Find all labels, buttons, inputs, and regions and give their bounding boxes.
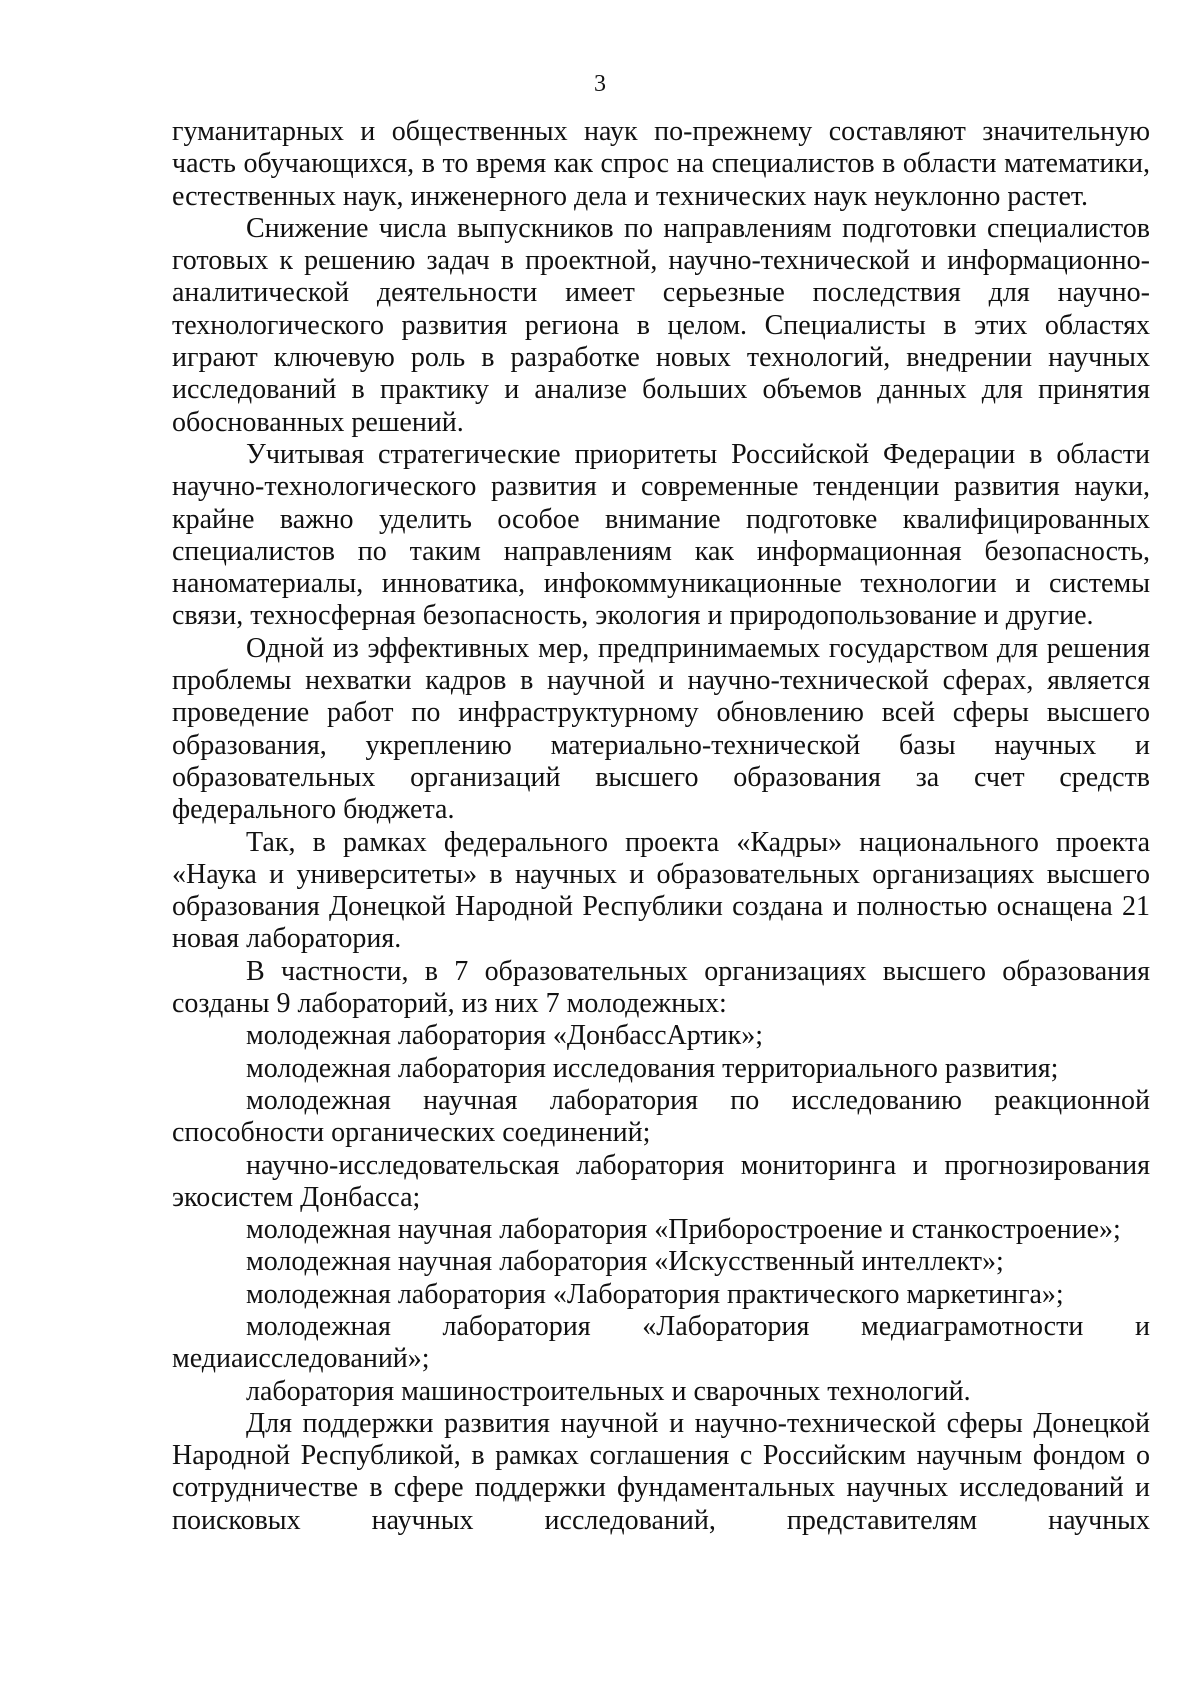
- paragraph-state-measures: Одной из эффективных мер, предпринимаемых государством для решения проблемы нехватки кадров в научной и научно-технической сферах, является проведение работ по инфраструктурному обновлению всей сферы высшего образования, укреплению материально-технической базы научных и образовательных организаций высшего образования за счет средств федерального бюджета.: [172, 632, 1150, 826]
- paragraph-continuation: гуманитарных и общественных наук по-прежнему составляют значительную часть обучающихся, в то время как спрос на специалистов в области математики, естественных наук, инженерного дела и технических наук неуклонно растет.: [172, 116, 1150, 212]
- list-item-lab-organic: молодежная научная лаборатория по исследованию реакционной способности органических соединений;: [172, 1084, 1150, 1149]
- paragraph-strategic-priorities: Учитывая стратегические приоритеты Российской Федерации в области научно-технологического развития и современные тенденции развития науки, крайне важно уделить особое внимание подготовке квалифицированных специалистов по таким направлениям как информационная безопасность, наноматериалы, инноватика, инфокоммуникационные технологии и системы связи, техносферная безопасность, экология и природопользование и другие.: [172, 438, 1150, 632]
- list-item-lab-territorial: молодежная лаборатория исследования территориального развития;: [246, 1052, 1059, 1084]
- paragraph-cadres-project: Так, в рамках федерального проекта «Кадры» национального проекта «Наука и университеты» в научных и образовательных организациях высшего образования Донецкой Народной Республики создана и полностью оснащена 21 новая лаборатория.: [172, 826, 1150, 955]
- paragraph-graduates-decline: Снижение числа выпускников по направлениям подготовки специалистов готовых к решению задач в проектной, научно-технической и информационно-аналитической деятельности имеет серьезные последствия для научно-технологического развития региона в целом. Специалисты в этих областях играют ключевую роль в разработке новых технологий, внедрении научных исследований в практику и анализе больших объемов данных для принятия обоснованных решений.: [172, 212, 1150, 438]
- document-body: [172, 116, 1150, 1537]
- list-item-lab-media: молодежная лаборатория «Лаборатория медиаграмотности и медиаисследований»;: [172, 1310, 1150, 1375]
- list-item-lab-ecosystems: научно-исследовательская лаборатория мониторинга и прогнозирования экосистем Донбасса;: [172, 1149, 1150, 1213]
- page-number: 3: [594, 71, 606, 97]
- list-item-lab-welding: лаборатория машиностроительных и сварочных технологий.: [246, 1375, 971, 1407]
- list-item-lab-ai: молодежная научная лаборатория «Искусственный интеллект»;: [246, 1246, 1004, 1278]
- list-item-lab-instrument: молодежная научная лаборатория «Приборостроение и станкостроение»;: [246, 1214, 1121, 1246]
- list-item-lab-donbassartik: молодежная лаборатория «ДонбассАртик»;: [246, 1020, 763, 1052]
- paragraph-laboratories-intro: В частности, в 7 образовательных организациях высшего образования созданы 9 лабораторий, из них 7 молодежных:: [172, 955, 1150, 1020]
- list-item-lab-marketing: молодежная лаборатория «Лаборатория практического маркетинга»;: [246, 1278, 1064, 1310]
- paragraph-science-support: Для поддержки развития научной и научно-технической сферы Донецкой Народной Республикой, в рамках соглашения с Российским научным фондом о сотрудничестве в сфере поддержки фундаментальных научных исследований и поисковых научных исследований, представителям научных: [172, 1407, 1150, 1536]
